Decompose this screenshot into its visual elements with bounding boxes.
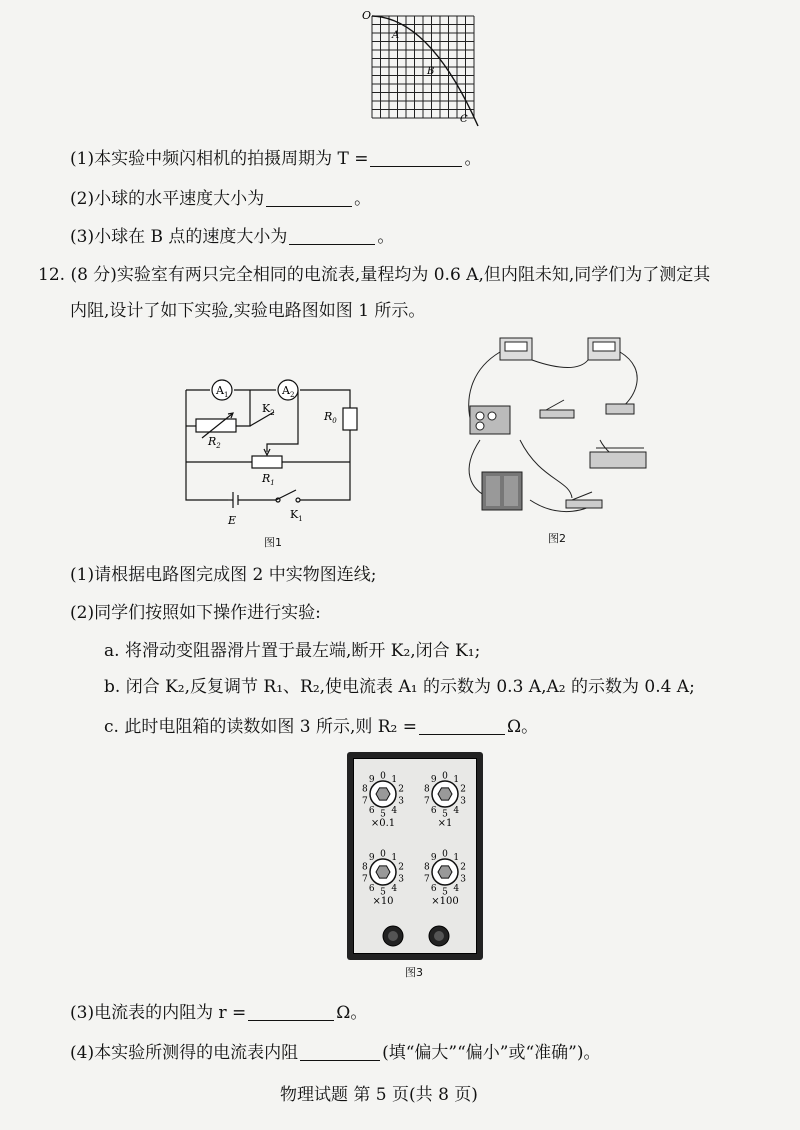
dial-digit: 4 (391, 805, 398, 816)
point-b-label: B (427, 66, 435, 77)
q12-part4: (4)本实验所测得的电流表内阻 (填“偏大”“偏小”或“准确”)。 (70, 1043, 601, 1063)
svg-text:K2: $K_2$ (262, 402, 275, 417)
ammeter-a1-icon (500, 338, 532, 360)
dial-digit: 4 (453, 883, 460, 894)
dial-digit: 1 (391, 853, 398, 864)
battery-icon (482, 472, 522, 510)
svg-text:E: E (228, 514, 237, 527)
dial-multiplier-label: ×10 (372, 896, 394, 907)
fig1-caption: 图1 (264, 536, 282, 549)
fig3-caption: 图3 (405, 966, 423, 979)
dial-digit: 8 (424, 784, 430, 795)
q12-part3: (3)电流表的内阻为 r = Ω。 (70, 1003, 368, 1023)
point-o-label: O (362, 9, 372, 22)
dial-digit: 3 (398, 796, 404, 807)
svg-text:K1: $K_1$ (290, 508, 303, 523)
resistance-dial[interactable] (424, 772, 466, 830)
dial-digit: 9 (368, 775, 375, 786)
dial-digit: 5 (380, 887, 386, 898)
dial-digit: 2 (398, 784, 404, 795)
resistance-dial[interactable] (362, 850, 404, 908)
point-a-label: A (392, 30, 400, 41)
terminal-knob-center (388, 931, 398, 941)
dial-digit: 3 (460, 796, 466, 807)
resistance-box-icon (470, 406, 510, 434)
dial-digit: 7 (424, 796, 430, 807)
dial-digit: 2 (398, 862, 404, 873)
dial-digit: 8 (362, 862, 368, 873)
dial-digit: 2 (460, 862, 466, 873)
dial-digit: 5 (442, 887, 448, 898)
dial-digit: 6 (368, 883, 375, 894)
q11-part1: (1)本实验中频闪相机的拍摄周期为 T = 。 (70, 149, 482, 169)
dial-digit: 0 (380, 849, 386, 860)
dial-digit: 6 (430, 883, 437, 894)
dial-digit: 5 (442, 809, 448, 820)
ammeter-a2-icon (588, 338, 620, 360)
dial-digit: 2 (460, 784, 466, 795)
resistor-icon (606, 404, 634, 414)
dial-digit: 7 (362, 874, 368, 885)
answer-blank[interactable] (289, 226, 375, 245)
q11-part3: (3)小球在 B 点的速度大小为 。 (70, 227, 395, 247)
q12-part1: (1)请根据电路图完成图 2 中实物图连线; (70, 565, 377, 585)
answer-blank[interactable] (248, 1002, 334, 1021)
dial-digit: 6 (430, 805, 437, 816)
resistance-dial[interactable] (362, 772, 404, 830)
rheostat-icon (590, 448, 646, 468)
answer-blank[interactable] (370, 148, 462, 167)
dial-multiplier-label: ×1 (437, 818, 453, 829)
terminal-knob-center (434, 931, 444, 941)
dial-digit: 0 (442, 849, 448, 860)
q12-step-b: b. 闭合 K₂,反复调节 R₁、R₂,使电流表 A₁ 的示数为 0.3 A,A₂ 的示数为 0.4 A; (104, 677, 695, 697)
svg-text:R0: $R_0$ (324, 410, 337, 425)
dial-digit: 4 (453, 805, 460, 816)
dial-digit: 0 (442, 771, 448, 782)
dial-digit: 9 (368, 853, 375, 864)
resistance-dial[interactable] (424, 850, 466, 908)
svg-text:A1: $A_1$ (216, 384, 229, 399)
dial-multiplier-label: ×0.1 (370, 818, 396, 829)
dial-digit: 8 (362, 784, 368, 795)
dial-digit: 1 (391, 775, 398, 786)
answer-blank[interactable] (300, 1042, 380, 1061)
trajectory-grid-figure (360, 8, 490, 130)
dial-digit: 4 (391, 883, 398, 894)
q12-intro-line1: 12. (8 分)实验室有两只完全相同的电流表,量程均为 0.6 A,但内阻未知,同学们为了测定其 (38, 265, 711, 285)
dial-digit: 3 (398, 874, 404, 885)
circuit-diagram-fig1 (178, 372, 368, 532)
q11-part2: (2)小球的水平速度大小为 。 (70, 189, 372, 209)
dial-digit: 6 (368, 805, 375, 816)
dial-digit: 1 (453, 853, 460, 864)
page-footer: 物理试题 第 5 页(共 8 页) (280, 1085, 478, 1105)
dial-digit: 9 (430, 853, 437, 864)
fig2-caption: 图2 (548, 532, 566, 545)
answer-blank[interactable] (419, 716, 505, 735)
dial-digit: 9 (430, 775, 437, 786)
q12-intro-line2: 内阻,设计了如下实验,实验电路图如图 1 所示。 (70, 301, 426, 321)
switch-icon (540, 400, 574, 418)
resistance-box-fig3 (347, 752, 483, 960)
svg-text:A2: $A_2$ (282, 384, 295, 399)
dial-digit: 3 (460, 874, 466, 885)
svg-text:R2: $R_2$ (208, 435, 221, 450)
dial-multiplier-label: ×100 (431, 896, 459, 907)
dial-digit: 0 (380, 771, 386, 782)
dial-digit: 5 (380, 809, 386, 820)
dial-digit: 7 (424, 874, 430, 885)
dial-digit: 7 (362, 796, 368, 807)
q12-step-a: a. 将滑动变阻器滑片置于最左端,断开 K₂,闭合 K₁; (104, 641, 481, 661)
q12-part2: (2)同学们按照如下操作进行实验: (70, 603, 321, 623)
svg-text:R1: $R_1$ (262, 472, 275, 487)
apparatus-photo-fig2 (460, 330, 660, 530)
dial-digit: 1 (453, 775, 460, 786)
answer-blank[interactable] (266, 188, 352, 207)
dial-digit: 8 (424, 862, 430, 873)
point-c-label: C (460, 114, 468, 125)
q12-step-c: c. 此时电阻箱的读数如图 3 所示,则 R₂ = Ω。 (104, 717, 539, 737)
